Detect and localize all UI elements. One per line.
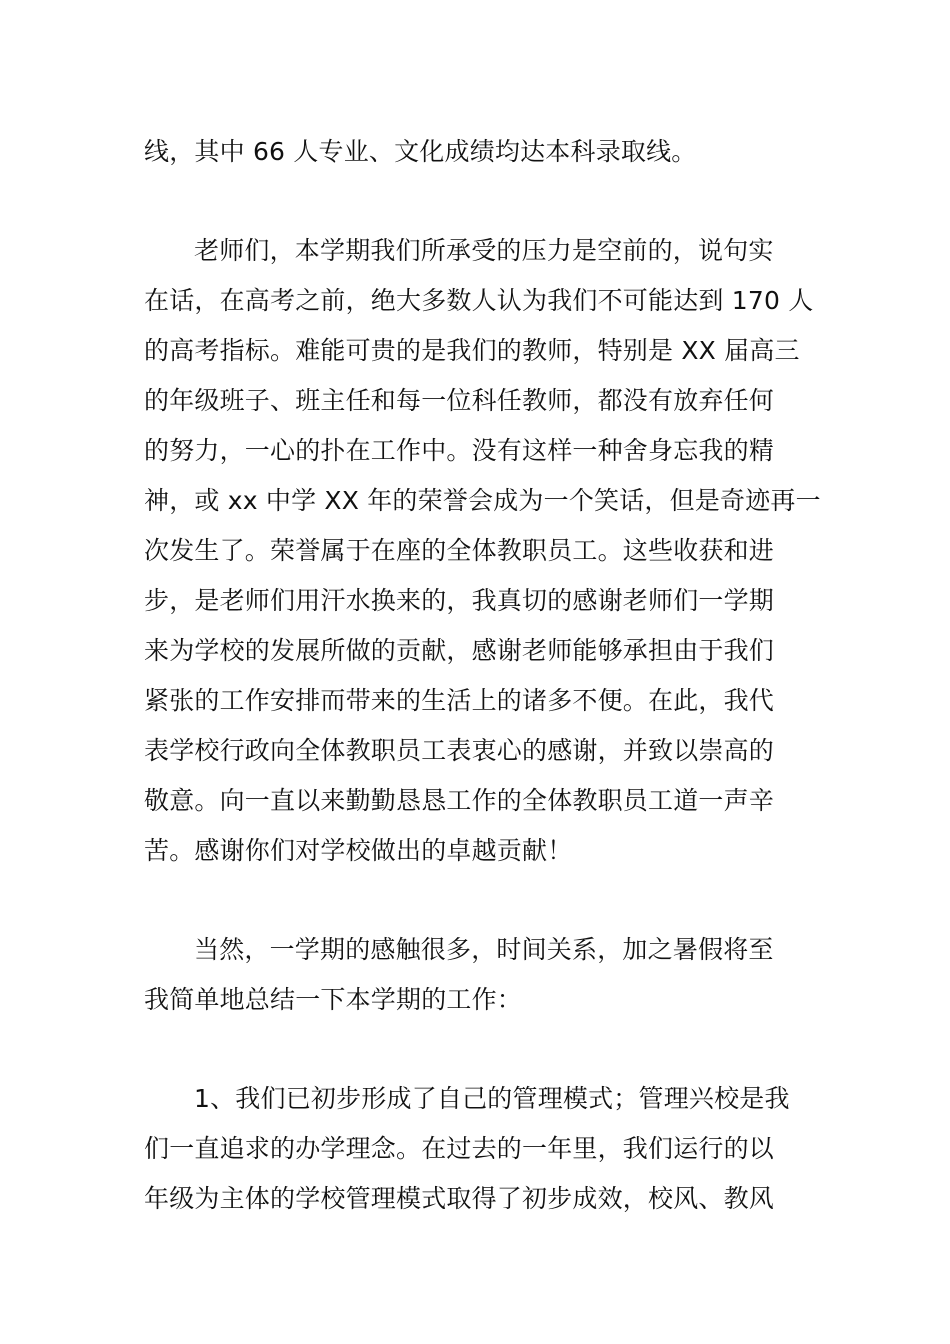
paragraph-4-line-1: 1、我们已初步形成了自己的管理模式；管理兴校是我 <box>194 1084 790 1113</box>
paragraph-4-line-2: 们一直追求的办学理念。在过去的一年里，我们运行的以 <box>144 1134 775 1163</box>
paragraph-2-line-3: 的高考指标。难能可贵的是我们的教师，特别是 XX 届高三 <box>144 336 800 365</box>
paragraph-2-line-5: 的努力，一心的扑在工作中。没有这样一种舍身忘我的精 <box>144 436 775 465</box>
paragraph-2-line-8: 步，是老师们用汗水换来的，我真切的感谢老师们一学期 <box>144 586 775 615</box>
paragraph-2-line-2: 在话，在高考之前，绝大多数人认为我们不可能达到 170 人 <box>144 286 814 315</box>
paragraph-2-line-7: 次发生了。荣誉属于在座的全体教职员工。这些收获和进 <box>144 536 775 565</box>
paragraph-3-line-1: 当然，一学期的感触很多，时间关系，加之暑假将至 <box>194 935 774 964</box>
paragraph-2-line-6: 神，或 xx 中学 XX 年的荣誉会成为一个笑话，但是奇迹再一 <box>144 486 821 515</box>
paragraph-2-line-12: 敬意。向一直以来勤勤恳恳工作的全体教职员工道一声辛 <box>144 786 775 815</box>
paragraph-4-line-3: 年级为主体的学校管理模式取得了初步成效，校风、教风 <box>144 1184 775 1213</box>
paragraph-2-line-4: 的年级班子、班主任和每一位科任教师，都没有放弃任何 <box>144 386 775 415</box>
paragraph-2-line-10: 紧张的工作安排而带来的生活上的诸多不便。在此，我代 <box>144 686 775 715</box>
paragraph-2-line-9: 来为学校的发展所做的贡献，感谢老师能够承担由于我们 <box>144 636 775 665</box>
paragraph-2-line-11: 表学校行政向全体教职员工表衷心的感谢，并致以崇高的 <box>144 736 775 765</box>
paragraph-2-line-1: 老师们，本学期我们所承受的压力是空前的，说句实 <box>194 236 774 265</box>
paragraph-2-line-13: 苦。感谢你们对学校做出的卓越贡献！ <box>144 836 573 865</box>
paragraph-3-line-2: 我简单地总结一下本学期的工作： <box>144 985 523 1014</box>
paragraph-1-line-1: 线，其中 66 人专业、文化成绩均达本科录取线。 <box>144 137 697 166</box>
